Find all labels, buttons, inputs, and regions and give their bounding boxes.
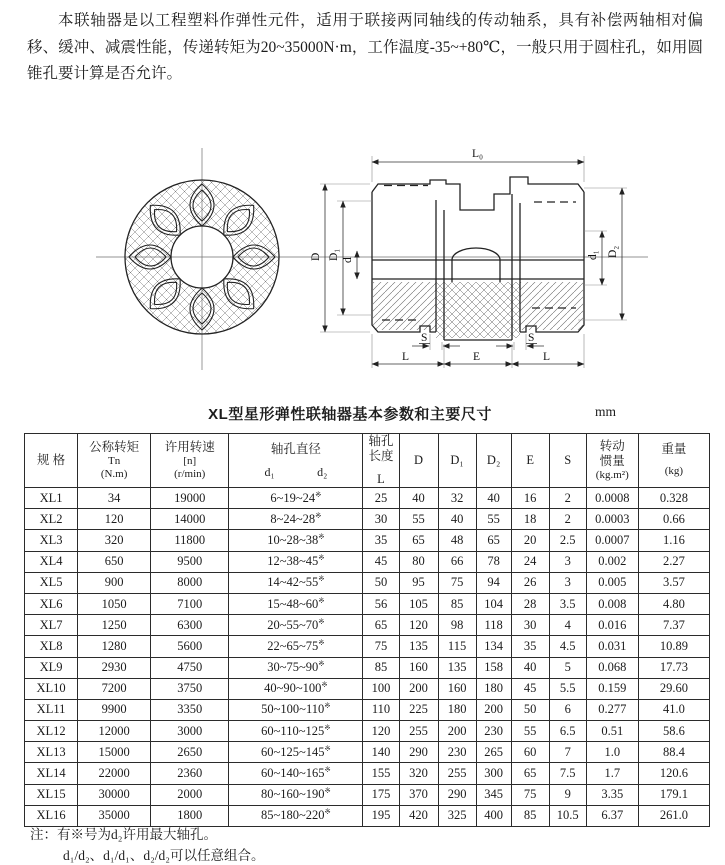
cell-D1: 48: [438, 530, 476, 551]
table-row: [25, 572, 710, 593]
cell-bore: 30~75~90※: [229, 657, 363, 678]
cell-D2: 265: [476, 742, 511, 763]
cell-L: 30: [363, 509, 399, 530]
parameters-table: [24, 433, 710, 827]
table-row: [25, 742, 710, 763]
cell-D2: 118: [476, 615, 511, 636]
cell-speed: 2360: [151, 763, 229, 784]
cell-weight: 10.89: [638, 636, 709, 657]
cell-D2: 94: [476, 572, 511, 593]
cell-torque: 320: [78, 530, 151, 551]
cell-bore: 14~42~55※: [229, 572, 363, 593]
cell-spec: XL11: [25, 699, 78, 720]
table-row: [25, 678, 710, 699]
table-row: [25, 488, 710, 509]
intro-paragraph: 本联轴器是以工程塑料作弹性元件，适用于联接两同轴线的传动轴系，具有补偿两轴相对偏移、缓冲、减震性能，传递转矩为20~35000N·m，工作温度-35~+80℃，一般只用于圆柱孔，如用圆锥孔要计算是否允许。: [27, 12, 703, 82]
cell-D1: 75: [438, 572, 476, 593]
cell-D: 135: [399, 636, 438, 657]
cell-weight: 58.6: [638, 721, 709, 742]
cell-weight: 3.57: [638, 572, 709, 593]
cell-spec: XL14: [25, 763, 78, 784]
cell-L: 35: [363, 530, 399, 551]
cell-inertia: 0.031: [586, 636, 638, 657]
cell-weight: 179.1: [638, 784, 709, 805]
max-bore-mark: ※: [318, 574, 325, 584]
cell-D: 55: [399, 509, 438, 530]
header-inertia: 转动 惯量 (kg.m²): [586, 434, 638, 488]
cell-S: 5: [549, 657, 586, 678]
dim-label-D: D: [310, 252, 322, 261]
cell-speed: 5600: [151, 636, 229, 657]
dim-label-l-left: L: [402, 351, 410, 363]
cell-speed: 8000: [151, 572, 229, 593]
cell-E: 20: [511, 530, 549, 551]
cell-D: 290: [399, 742, 438, 763]
header-D1: D₁: [438, 434, 476, 488]
header-spec: 规 格: [25, 434, 78, 488]
cell-D2: 230: [476, 721, 511, 742]
cell-L: 100: [363, 678, 399, 699]
table-unit-label: mm: [595, 404, 617, 419]
cell-bore: 50~100~110※: [229, 699, 363, 720]
header-torque: 公称转矩 Tn (N.m): [78, 434, 151, 488]
cell-S: 2: [549, 509, 586, 530]
header-D: D: [399, 434, 438, 488]
cell-torque: 1250: [78, 615, 151, 636]
max-bore-mark: ※: [324, 807, 331, 817]
cell-L: 65: [363, 615, 399, 636]
cell-spec: XL13: [25, 742, 78, 763]
cell-L: 155: [363, 763, 399, 784]
cell-inertia: 0.0008: [586, 488, 638, 509]
cell-bore: 60~125~145※: [229, 742, 363, 763]
cell-weight: 4.80: [638, 593, 709, 614]
cell-E: 24: [511, 551, 549, 572]
cell-L: 75: [363, 636, 399, 657]
cell-L: 120: [363, 721, 399, 742]
table-title: XL型星形弹性联轴器基本参数和主要尺寸: [208, 406, 492, 423]
cell-inertia: 0.159: [586, 678, 638, 699]
notes: [30, 824, 265, 865]
table-row: [25, 509, 710, 530]
max-bore-mark: ※: [318, 637, 325, 647]
cell-torque: 30000: [78, 784, 151, 805]
cell-speed: 6300: [151, 615, 229, 636]
cell-D: 40: [399, 488, 438, 509]
cell-bore: 20~55~70※: [229, 615, 363, 636]
cell-E: 75: [511, 784, 549, 805]
cell-D2: 300: [476, 763, 511, 784]
max-bore-mark: ※: [318, 616, 325, 626]
cell-S: 3: [549, 551, 586, 572]
cell-S: 6.5: [549, 721, 586, 742]
cell-S: 4.5: [549, 636, 586, 657]
cell-D: 120: [399, 615, 438, 636]
dim-label-l-right: L: [543, 351, 551, 363]
cell-S: 4: [549, 615, 586, 636]
cell-S: 2: [549, 488, 586, 509]
cell-D: 255: [399, 721, 438, 742]
header-weight: 重量 (kg): [638, 434, 709, 488]
cell-speed: 3000: [151, 721, 229, 742]
cell-D1: 325: [438, 805, 476, 826]
max-bore-mark: ※: [318, 658, 325, 668]
cell-S: 3.5: [549, 593, 586, 614]
cell-bore: 10~28~38※: [229, 530, 363, 551]
cell-D1: 135: [438, 657, 476, 678]
cell-D: 95: [399, 572, 438, 593]
cell-S: 9: [549, 784, 586, 805]
cell-D2: 40: [476, 488, 511, 509]
table-row: [25, 657, 710, 678]
cell-D: 225: [399, 699, 438, 720]
cell-L: 56: [363, 593, 399, 614]
cell-spec: XL8: [25, 636, 78, 657]
cell-torque: 34: [78, 488, 151, 509]
cell-D2: 158: [476, 657, 511, 678]
cell-S: 6: [549, 699, 586, 720]
cell-speed: 4750: [151, 657, 229, 678]
dim-label-s-right: S: [528, 332, 535, 344]
table-header: [25, 434, 710, 488]
cell-D1: 160: [438, 678, 476, 699]
cell-D1: 66: [438, 551, 476, 572]
cell-weight: 7.37: [638, 615, 709, 636]
max-bore-mark: ※: [318, 553, 325, 562]
table-row: [25, 593, 710, 614]
cell-D2: 55: [476, 509, 511, 530]
cell-inertia: 0.016: [586, 615, 638, 636]
cell-D1: 200: [438, 721, 476, 742]
max-bore-mark: ※: [324, 764, 331, 774]
cell-D2: 134: [476, 636, 511, 657]
cell-torque: 15000: [78, 742, 151, 763]
cell-inertia: 6.37: [586, 805, 638, 826]
cell-torque: 120: [78, 509, 151, 530]
max-bore-mark: ※: [324, 722, 331, 732]
cell-speed: 14000: [151, 509, 229, 530]
cell-torque: 900: [78, 572, 151, 593]
cell-bore: 22~65~75※: [229, 636, 363, 657]
cell-L: 50: [363, 572, 399, 593]
cell-D1: 290: [438, 784, 476, 805]
technical-drawing: [0, 128, 725, 393]
table-row: [25, 636, 710, 657]
cell-inertia: 0.068: [586, 657, 638, 678]
cell-weight: 41.0: [638, 699, 709, 720]
table-row: [25, 699, 710, 720]
cell-weight: 120.6: [638, 763, 709, 784]
header-bore-diameter: 轴孔直径 d₁ d₂: [229, 434, 363, 488]
cell-bore: 12~38~45※: [229, 551, 363, 572]
cell-E: 50: [511, 699, 549, 720]
cell-bore: 85~180~220※: [229, 805, 363, 826]
dim-label-D1: D₁: [328, 248, 340, 261]
cell-speed: 2650: [151, 742, 229, 763]
note-line-2: d₁/d₂、d₁/d₁、d₂/d₂可以任意组合。: [63, 848, 265, 863]
cell-E: 55: [511, 721, 549, 742]
cell-spec: XL9: [25, 657, 78, 678]
cell-inertia: 1.0: [586, 742, 638, 763]
table-row: [25, 530, 710, 551]
cell-L: 85: [363, 657, 399, 678]
cell-D: 200: [399, 678, 438, 699]
cell-S: 7.5: [549, 763, 586, 784]
cell-D: 370: [399, 784, 438, 805]
cell-bore: 6~19~24※: [229, 488, 363, 509]
cell-L: 140: [363, 742, 399, 763]
cell-D1: 85: [438, 593, 476, 614]
cell-inertia: 0.51: [586, 721, 638, 742]
cell-D2: 65: [476, 530, 511, 551]
cell-torque: 2930: [78, 657, 151, 678]
cell-D: 65: [399, 530, 438, 551]
cell-D: 105: [399, 593, 438, 614]
cell-bore: 15~48~60※: [229, 593, 363, 614]
header-E: E: [511, 434, 549, 488]
cell-E: 35: [511, 636, 549, 657]
cell-bore: 80~160~190※: [229, 784, 363, 805]
cell-weight: 88.4: [638, 742, 709, 763]
cell-D2: 345: [476, 784, 511, 805]
cell-E: 85: [511, 805, 549, 826]
table-row: [25, 784, 710, 805]
table-caption-row: [0, 403, 725, 427]
cell-torque: 35000: [78, 805, 151, 826]
note-prefix: 注：: [30, 827, 57, 842]
cell-inertia: 0.277: [586, 699, 638, 720]
cell-E: 45: [511, 678, 549, 699]
cell-L: 195: [363, 805, 399, 826]
cell-D2: 180: [476, 678, 511, 699]
max-bore-mark: ※: [321, 680, 328, 690]
cell-D1: 40: [438, 509, 476, 530]
cell-S: 5.5: [549, 678, 586, 699]
cell-inertia: 0.0007: [586, 530, 638, 551]
cell-inertia: 1.7: [586, 763, 638, 784]
cell-S: 3: [549, 572, 586, 593]
dim-label-e: E: [473, 351, 481, 363]
cell-L: 45: [363, 551, 399, 572]
cell-D1: 32: [438, 488, 476, 509]
cell-E: 26: [511, 572, 549, 593]
cell-E: 60: [511, 742, 549, 763]
cell-spec: XL15: [25, 784, 78, 805]
max-bore-mark: ※: [318, 595, 325, 605]
cell-weight: 1.16: [638, 530, 709, 551]
cell-S: 2.5: [549, 530, 586, 551]
cell-spec: XL16: [25, 805, 78, 826]
cell-weight: 29.60: [638, 678, 709, 699]
cell-torque: 9900: [78, 699, 151, 720]
table-row: [25, 763, 710, 784]
cell-L: 25: [363, 488, 399, 509]
cell-D: 320: [399, 763, 438, 784]
cell-E: 18: [511, 509, 549, 530]
cell-torque: 7200: [78, 678, 151, 699]
cell-inertia: 3.35: [586, 784, 638, 805]
cell-speed: 2000: [151, 784, 229, 805]
cell-bore: 60~140~165※: [229, 763, 363, 784]
max-bore-mark: ※: [324, 786, 331, 796]
cell-spec: XL5: [25, 572, 78, 593]
cell-D1: 180: [438, 699, 476, 720]
cell-spec: XL10: [25, 678, 78, 699]
dim-label-s-left: S: [421, 332, 428, 344]
cell-D: 80: [399, 551, 438, 572]
cell-torque: 1280: [78, 636, 151, 657]
header-speed: 许用转速 [n] (r/min): [151, 434, 229, 488]
dim-label-l0: L₀: [472, 148, 484, 160]
cell-D1: 255: [438, 763, 476, 784]
cell-weight: 17.73: [638, 657, 709, 678]
cell-torque: 12000: [78, 721, 151, 742]
cell-weight: 0.66: [638, 509, 709, 530]
cell-bore: 8~24~28※: [229, 509, 363, 530]
side-view: [372, 177, 584, 340]
cell-inertia: 0.005: [586, 572, 638, 593]
dim-label-d: d: [342, 257, 354, 263]
cell-weight: 0.328: [638, 488, 709, 509]
max-bore-mark: ※: [324, 743, 331, 753]
cell-speed: 7100: [151, 593, 229, 614]
cell-D2: 104: [476, 593, 511, 614]
table-row: [25, 551, 710, 572]
cell-speed: 19000: [151, 488, 229, 509]
table-body: [25, 488, 710, 827]
cell-E: 30: [511, 615, 549, 636]
cell-spec: XL2: [25, 509, 78, 530]
cell-S: 7: [549, 742, 586, 763]
dim-label-D2: D₂: [607, 245, 619, 258]
cell-speed: 3750: [151, 678, 229, 699]
cell-speed: 1800: [151, 805, 229, 826]
cell-spec: XL3: [25, 530, 78, 551]
cell-speed: 3350: [151, 699, 229, 720]
max-bore-mark: ※: [315, 489, 322, 499]
cell-L: 175: [363, 784, 399, 805]
cell-inertia: 0.0003: [586, 509, 638, 530]
cell-speed: 11800: [151, 530, 229, 551]
table-row: [25, 721, 710, 742]
cell-D2: 400: [476, 805, 511, 826]
cell-weight: 261.0: [638, 805, 709, 826]
cell-L: 110: [363, 699, 399, 720]
header-S: S: [549, 434, 586, 488]
cell-torque: 22000: [78, 763, 151, 784]
cell-spec: XL7: [25, 615, 78, 636]
dim-label-d1: d₁: [587, 250, 599, 260]
note-line-1: 注：有※号为d₂许用最大轴孔。: [30, 827, 217, 842]
header-D2: D₂: [476, 434, 511, 488]
cell-S: 10.5: [549, 805, 586, 826]
cell-D1: 115: [438, 636, 476, 657]
cell-speed: 9500: [151, 551, 229, 572]
cell-weight: 2.27: [638, 551, 709, 572]
cell-E: 65: [511, 763, 549, 784]
max-bore-mark: ※: [318, 531, 325, 541]
max-bore-mark: ※: [324, 701, 331, 711]
cell-bore: 40~90~100※: [229, 678, 363, 699]
table-row: [25, 615, 710, 636]
cell-D: 420: [399, 805, 438, 826]
cell-D1: 230: [438, 742, 476, 763]
cell-spec: XL4: [25, 551, 78, 572]
cell-inertia: 0.002: [586, 551, 638, 572]
cell-torque: 1050: [78, 593, 151, 614]
cell-inertia: 0.008: [586, 593, 638, 614]
cell-D: 160: [399, 657, 438, 678]
cell-D1: 98: [438, 615, 476, 636]
cell-torque: 650: [78, 551, 151, 572]
cell-D2: 200: [476, 699, 511, 720]
header-bore-length: 轴孔长度 L: [363, 434, 399, 488]
cell-E: 16: [511, 488, 549, 509]
cell-spec: XL6: [25, 593, 78, 614]
cell-bore: 60~110~125※: [229, 721, 363, 742]
cell-spec: XL1: [25, 488, 78, 509]
max-bore-mark: ※: [315, 510, 322, 520]
cell-E: 28: [511, 593, 549, 614]
cell-E: 40: [511, 657, 549, 678]
cell-spec: XL12: [25, 721, 78, 742]
cell-D2: 78: [476, 551, 511, 572]
